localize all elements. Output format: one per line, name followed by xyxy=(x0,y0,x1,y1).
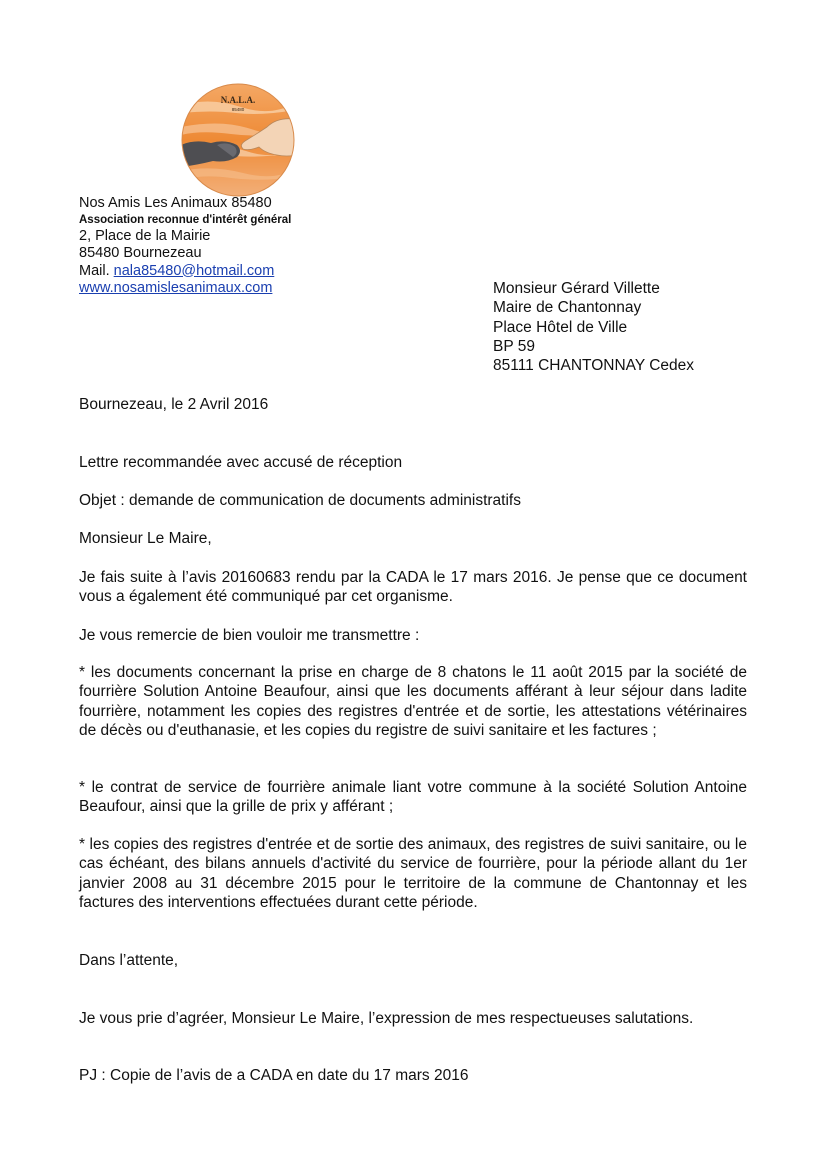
letter-subject: Objet : demande de communication de documents administratifs xyxy=(79,492,521,509)
sender-block xyxy=(79,195,291,298)
closing-formula: Je vous prie d’agréer, Monsieur Le Maire, l’expression de mes respectueuses salutations. xyxy=(79,1010,694,1027)
place-date: Bournezeau, le 2 Avril 2016 xyxy=(79,396,269,413)
association-logo xyxy=(181,83,295,197)
website-link[interactable]: www.nosamislesanimaux.com xyxy=(79,280,273,296)
waiting-line: Dans l’attente, xyxy=(79,952,179,969)
attachment-note: PJ : Copie de l’avis de a CADA en date du 17 mars 2016 xyxy=(79,1067,469,1084)
request-item-3: * les copies des registres d'entrée et de sortie des animaux, des registres de suivi sanitaire, ou le cas échéant, des bilans annuels d'activité du service de fourrière, pour la période allant du 1er janvier 2008 au 31 décembre 2015 pour le territoire de la commune de Chantonnay et les factures des interventions effectuées durant cette période. xyxy=(79,836,747,911)
sender-mail-line xyxy=(79,263,291,281)
sender-name: Nos Amis Les Animaux 85480 xyxy=(79,195,272,211)
recipient-name: Monsieur Gérard Villette xyxy=(493,280,660,297)
sender-address-line2: 85480 Bournezeau xyxy=(79,245,202,261)
sender-status: Association reconnue d'intérêt général xyxy=(79,213,292,226)
recipient-bp: BP 59 xyxy=(493,337,535,355)
recipient-title: Maire de Chantonnay xyxy=(493,299,642,317)
mail-label: Mail. xyxy=(79,262,110,279)
paragraph-request: Je vous remercie de bien vouloir me transmettre : xyxy=(79,627,420,644)
recipient-block xyxy=(493,279,694,375)
recipient-address: Place Hôtel de Ville xyxy=(493,318,628,336)
recipient-city: 85111 CHANTONNAY Cedex xyxy=(493,357,695,375)
paragraph-reference: Je fais suite à l’avis 20160683 rendu par la CADA le 17 mars 2016. Je pense que ce document vous a également été communiqué par cet organisme. xyxy=(79,569,747,606)
logo-code: 85480 xyxy=(231,107,245,112)
salutation: Monsieur Le Maire, xyxy=(79,530,212,547)
sender-address-line1: 2, Place de la Mairie xyxy=(79,227,211,244)
email-link[interactable]: nala85480@hotmail.com xyxy=(113,262,275,279)
request-item-1: * les documents concernant la prise en charge de 8 chatons le 11 août 2015 par la société de fourrière Solution Antoine Beaufour, ainsi que les documents afférant à leur séjour dans ladite fourrière, notamment les copies des registres d'entrée et de sortie, les attestations vétérinaires de décès ou d'euthanasie, et les copies du registre de suivi sanitaire et les factures ; xyxy=(79,664,747,739)
request-item-2: * le contrat de service de fourrière animale liant votre commune à la société Solution Antoine Beaufour, ainsi que la grille de prix y afférant ; xyxy=(79,779,747,816)
logo-name: N.A.L.A. xyxy=(220,95,256,105)
delivery-mode: Lettre recommandée avec accusé de réception xyxy=(79,454,403,471)
